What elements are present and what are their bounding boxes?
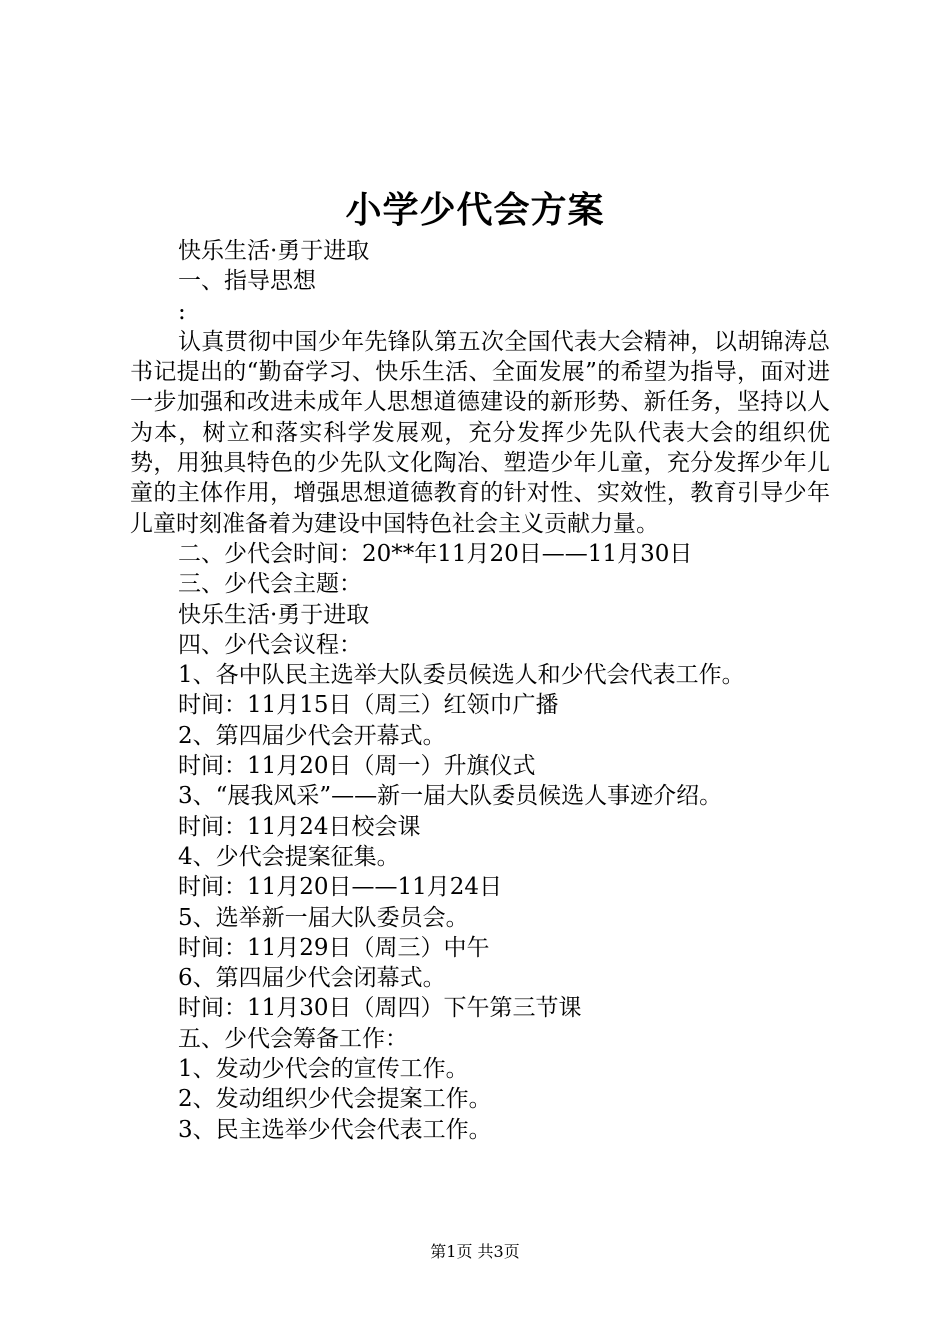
agenda-time: 时间：11月20日——11月24日 <box>178 874 503 901</box>
guiding-paragraph: 认真贯彻中国少年先锋队第五次全国代表大会精神，以胡锦涛总书记提出的“勤奋学习、快乐生活、全面发展”的希望为指导，面对进一步加强和改进未成年人思想道德建设的新形势、新任务，坚持以人为本，树立和落实科学发展观，充分发挥少先队代表大会的组织优势，用独具特色的少先队文化陶冶、塑造少年儿童，充分发挥少年儿童的主体作用，增强思想道德教育的针对性、实效性，教育引导少年儿童时刻准备着为建设中国特色社会主义贡献力量。 <box>130 328 830 537</box>
text-line: : <box>178 298 186 325</box>
agenda-time: 时间：11月30日（周四）下午第三节课 <box>178 995 582 1022</box>
section-heading: 一、指导思想 <box>178 268 316 295</box>
prep-item: 2、发动组织少代会提案工作。 <box>178 1086 492 1113</box>
prep-item: 1、发动少代会的宣传工作。 <box>178 1056 469 1083</box>
agenda-item: 4、少代会提案征集。 <box>178 843 400 870</box>
text-line: 快乐生活·勇于进取 <box>178 601 370 628</box>
agenda-item: 6、第四届少代会闭幕式。 <box>178 965 446 992</box>
prep-item: 3、民主选举少代会代表工作。 <box>178 1116 492 1143</box>
text-line: 快乐生活·勇于进取 <box>178 238 370 264</box>
agenda-item: 1、各中队民主选举大队委员候选人和少代会代表工作。 <box>178 662 745 689</box>
section-heading: 二、少代会时间：20**年11月20日——11月30日 <box>178 540 693 567</box>
section-heading: 四、少代会议程： <box>178 631 362 658</box>
agenda-item: 2、第四届少代会开幕式。 <box>178 722 446 749</box>
agenda-item: 3、“展我风采”——新一届大队委员候选人事迹介绍。 <box>178 783 723 810</box>
agenda-time: 时间：11月29日（周三）中午 <box>178 934 490 961</box>
section-heading: 三、少代会主题： <box>178 571 362 598</box>
section-heading: 五、少代会筹备工作： <box>178 1025 408 1052</box>
agenda-time: 时间：11月15日（周三）红领巾广播 <box>178 692 559 719</box>
agenda-item: 5、选举新一届大队委员会。 <box>178 904 469 931</box>
page-number-footer: 第1页 共3页 <box>430 1242 520 1261</box>
agenda-time: 时间：11月24日校会课 <box>178 813 421 840</box>
document-body <box>130 236 830 1145</box>
document-title: 小学少代会方案 <box>345 189 605 231</box>
agenda-time: 时间：11月20日（周一）升旗仪式 <box>178 753 536 780</box>
